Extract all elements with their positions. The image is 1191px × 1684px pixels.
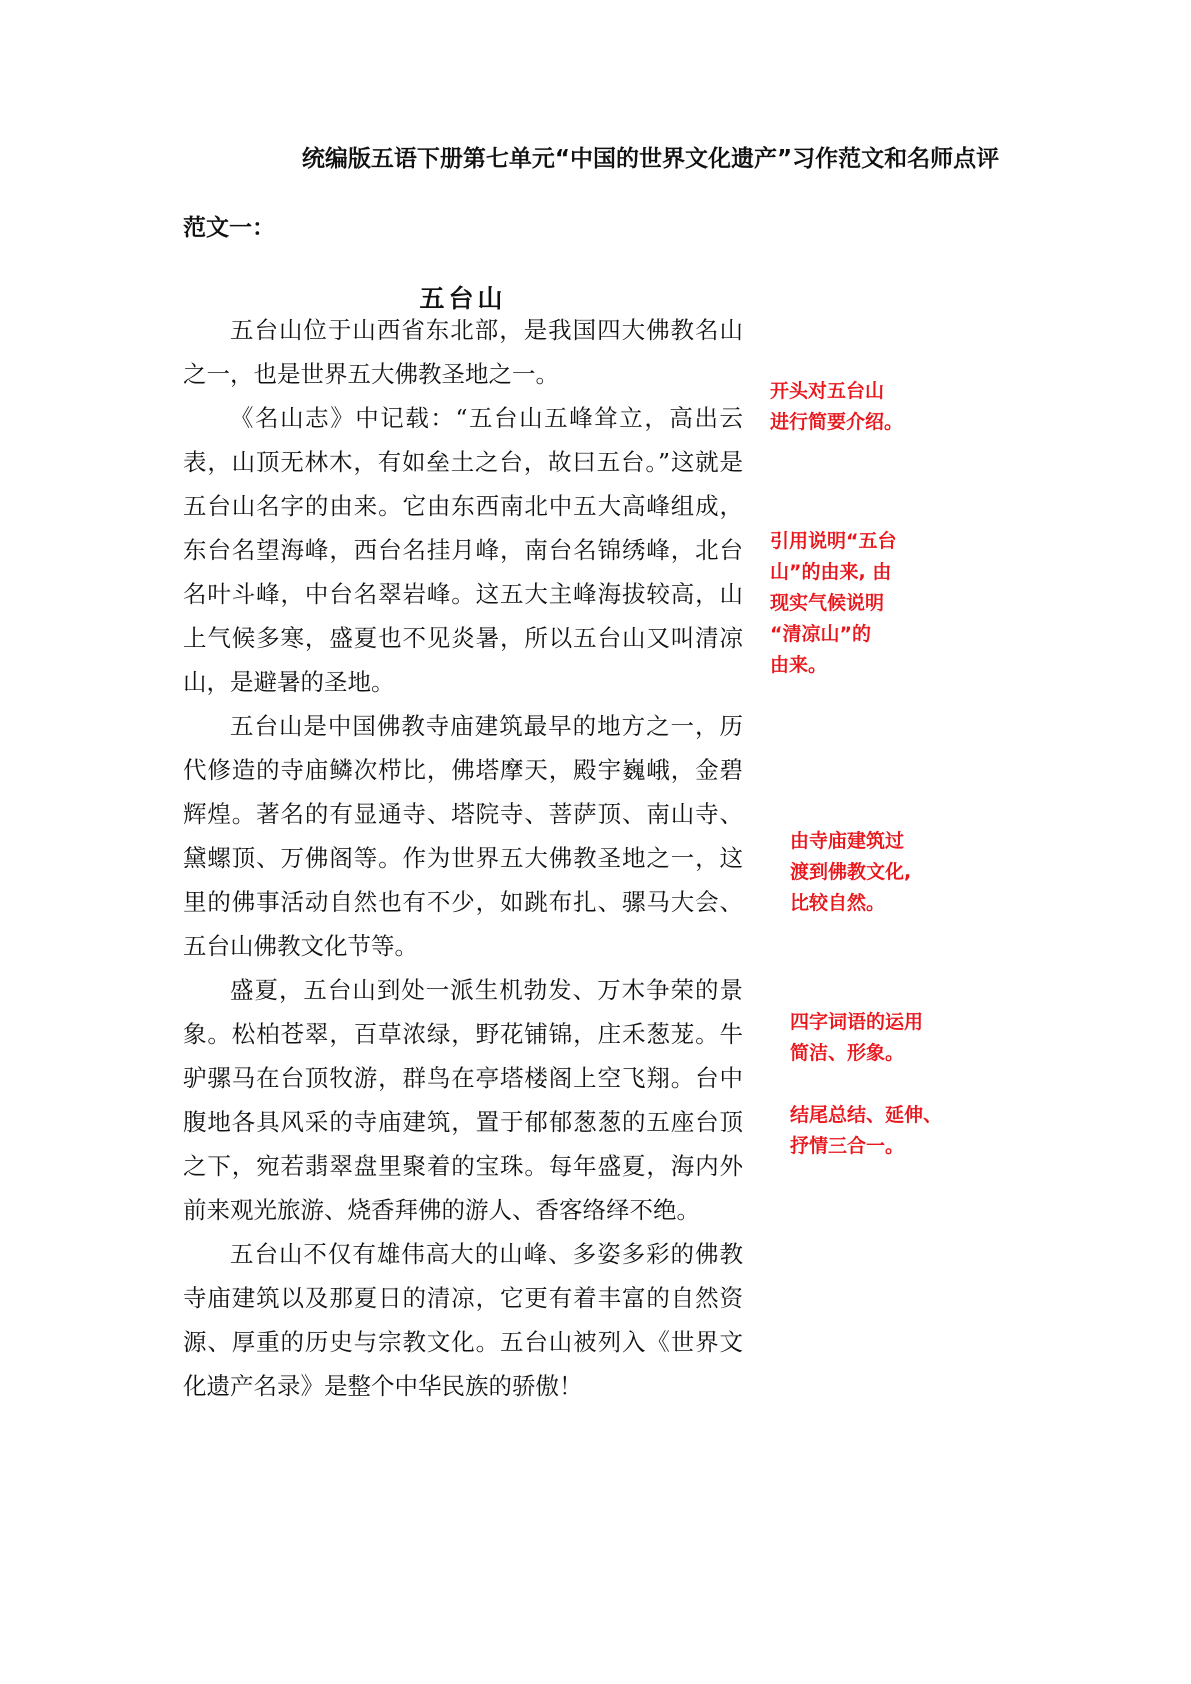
comment-ending: 结尾总结、延伸、 抒情三合一。	[790, 1104, 943, 1157]
essay-paragraph-4: 盛夏，五台山到处一派生机勃发、万木争荣的景象。松柏苍翠，百草浓绿，野花铺锦，庄禾葱茏。牛驴骡马在台顶牧游，群鸟在亭塔楼阁上空飞翔。台中腹地各具风采的寺庙建筑，置于郁郁葱葱的五座台顶之下，宛若翡翠盘里聚着的宝珠。每年盛夏，海内外前来观光旅游、烧香拜佛的游人、香客络绎不绝。	[183, 976, 743, 1224]
comment-transition: 由寺庙建筑过 渡到佛教文化, 比较自然。	[790, 830, 912, 914]
essay-paragraph-3: 五台山是中国佛教寺庙建筑最早的地方之一，历代修造的寺庙鳞次栉比，佛塔摩天，殿宇巍峨，金碧辉煌。著名的有显通寺、塔院寺、菩萨顶、南山寺、黛螺顶、万佛阁等。作为世界五大佛教圣地之一，这里的佛事活动自然也有不少，如跳布扎、骡马大会、五台山佛教文化节等。	[183, 712, 743, 960]
comment-name-origin: 引用说明“五台 山”的由来, 由 现实气候说明 “清凉山”的 由来。	[770, 530, 897, 676]
comment-intro: 开头对五台山 进行简要介绍。	[770, 380, 904, 433]
section-label: 范文一：	[183, 215, 275, 241]
essay-title: 五台山	[419, 284, 507, 313]
essay-paragraph-1: 五台山位于山西省东北部，是我国四大佛教名山之一，也是世界五大佛教圣地之一。	[183, 316, 743, 388]
essay-paragraph-5: 五台山不仅有雄伟高大的山峰、多姿多彩的佛教寺庙建筑以及那夏日的清凉，它更有着丰富的自然资源、厚重的历史与宗教文化。五台山被列入《世界文化遗产名录》是整个中华民族的骄傲！	[183, 1240, 743, 1400]
essay-body	[183, 308, 743, 1408]
comment-four-char-words: 四字词语的运用 简洁、形象。	[790, 1011, 924, 1064]
essay-paragraph-2: 《名山志》中记载：“五台山五峰耸立，高出云表，山顶无林木，有如垒土之台，故曰五台。”这就是五台山名字的由来。它由东西南北中五大高峰组成，东台名望海峰，西台名挂月峰，南台名锦绣峰，北台名叶斗峰，中台名翠岩峰。这五大主峰海拔较高，山上气候多寒，盛夏也不见炎暑，所以五台山又叫清凉山，是避暑的圣地。	[183, 404, 743, 696]
document-title: 统编版五语下册第七单元“中国的世界文化遗产”习作范文和名师点评	[301, 146, 1000, 172]
